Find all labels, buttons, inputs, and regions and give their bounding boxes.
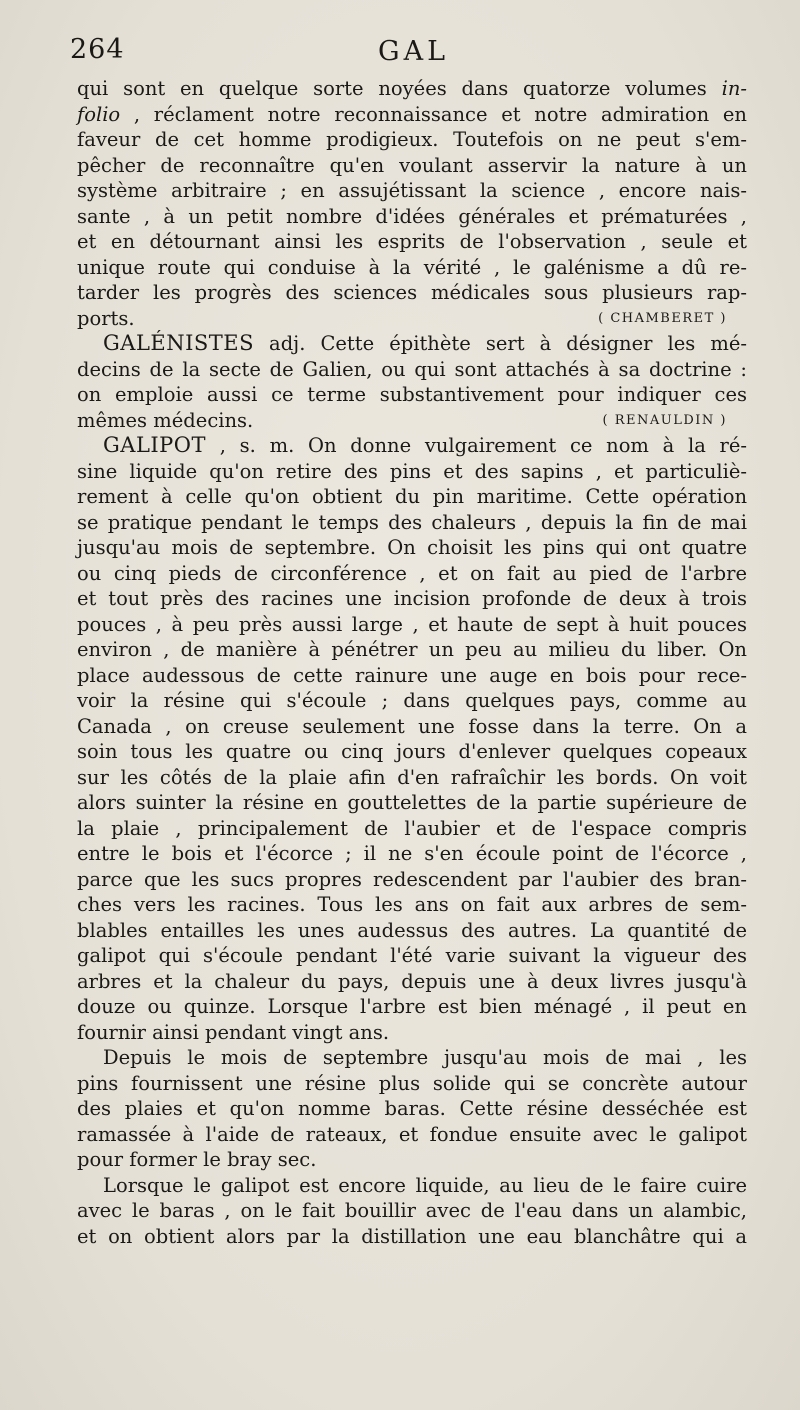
text-line: pour former le bray sec. — [77, 1148, 317, 1171]
text-line: unique route qui conduise à la vérité , le galénisme a dû re- — [77, 255, 747, 279]
text-line: système arbitraire ; en assujétissant la science , encore nais- — [77, 179, 747, 202]
text-line: sante , à un petit nombre d'idées générales et prématurées , — [77, 204, 747, 228]
text-line: avec le baras , on le fait bouillir avec de l'eau dans un alambic, — [77, 1199, 747, 1222]
text-line — [77, 331, 747, 357]
author-signature: ( CHAMBERET ) — [598, 310, 727, 326]
text-span: , s. m. On donne vulgairement ce nom à la ré- — [206, 434, 747, 457]
body-text — [77, 76, 747, 1249]
text-line: jusqu'au mois de septembre. On choisit les pins qui ont quatre — [77, 536, 747, 559]
text-line: des plaies et qu'on nomme baras. Cette résine desséchée est — [77, 1097, 747, 1120]
italic-text: folio — [77, 102, 121, 126]
text-line: ou cinq pieds de circonférence , et on fait au pied de l'arbre — [77, 561, 747, 585]
text-line: faveur de cet homme prodigieux. Toutefois on ne peut s'em- — [77, 128, 747, 151]
text-line: et on obtient alors par la distillation une eau blanchâtre qui a — [77, 1224, 747, 1248]
text-line: Canada , on creuse seulement une fosse dans la terre. On a — [77, 714, 747, 738]
text-line: galipot qui s'écoule pendant l'été varie suivant la vigueur des — [77, 944, 747, 967]
text-line: douze ou quinze. Lorsque l'arbre est bien ménagé , il peut en — [77, 995, 747, 1018]
text-line: et tout près des racines une incision profonde de deux à trois — [77, 587, 747, 610]
entry-galenistes — [77, 331, 747, 433]
text-line — [77, 306, 747, 332]
text-line: se pratique pendant le temps des chaleurs , depuis la fin de mai — [77, 510, 747, 534]
page-header — [70, 34, 750, 74]
text-line: alors suinter la résine en gouttelettes de la partie supérieure de — [77, 791, 747, 814]
text-line — [77, 76, 747, 102]
text-line: pins fournissent une résine plus solide qui se concrète autour — [77, 1071, 747, 1095]
entry-galipot — [77, 433, 747, 1249]
text-line — [77, 102, 747, 128]
text-line: parce que les sucs propres redescendent par l'aubier des bran- — [77, 867, 747, 891]
text-line — [77, 433, 747, 459]
text-line: rement à celle qu'on obtient du pin maritime. Cette opération — [77, 485, 747, 508]
text-line: ramassée à l'aide de rateaux, et fondue ensuite avec le galipot — [77, 1122, 747, 1146]
text-span: mêmes médecins. — [77, 408, 254, 432]
entry-galenisme-end — [77, 76, 747, 331]
text-line: Depuis le mois de septembre jusqu'au mois de mai , les — [103, 1046, 747, 1069]
text-line: blables entailles les unes audessus des autres. La quantité de — [77, 918, 747, 942]
text-line: sine liquide qu'on retire des pins et des sapins , et particuliè- — [77, 459, 747, 483]
text-line: entre le bois et l'écorce ; il ne s'en écoule point de l'écorce , — [77, 842, 747, 865]
text-span: ports. — [77, 306, 135, 330]
text-span: adj. Cette épithète sert à désigner les mé- — [254, 332, 747, 355]
page-number: 264 — [70, 34, 125, 65]
text-span: , réclament notre reconnaissance et notre admiration en — [120, 102, 747, 126]
text-line: arbres et la chaleur du pays, depuis une à deux livres jusqu'à — [77, 969, 747, 993]
text-line: la plaie , principalement de l'aubier et de l'espace compris — [77, 816, 747, 840]
text-line: on emploie aussi ce terme substantivement pour indiquer ces — [77, 383, 747, 406]
entry-term: GALÉNISTES — [103, 331, 254, 355]
text-line: environ , de manière à pénétrer un peu au milieu du liber. On — [77, 638, 747, 661]
text-line: decins de la secte de Galien, ou qui sont attachés à sa doctrine : — [77, 357, 747, 381]
text-line: place audessous de cette rainure une auge en bois pour rece- — [77, 663, 747, 687]
italic-text: in- — [721, 77, 747, 100]
author-signature: ( RENAULDIN ) — [602, 412, 727, 428]
text-line: soin tous les quatre ou cinq jours d'enlever quelques copeaux — [77, 740, 747, 763]
text-line: pêcher de reconnaître qu'en voulant asservir la nature à un — [77, 153, 747, 177]
text-line: voir la résine qui s'écoule ; dans quelques pays, comme au — [77, 689, 747, 712]
text-line: Lorsque le galipot est encore liquide, au lieu de le faire cuire — [103, 1173, 747, 1197]
text-line: sur les côtés de la plaie afin d'en rafraîchir les bords. On voit — [77, 765, 747, 789]
text-line: et en détournant ainsi les esprits de l'observation , seule et — [77, 230, 747, 253]
entry-term: GALIPOT — [103, 433, 207, 457]
text-line: fournir ainsi pendant vingt ans. — [77, 1020, 390, 1044]
text-line: tarder les progrès des sciences médicales sous plusieurs rap- — [77, 281, 747, 304]
text-line: ches vers les racines. Tous les ans on fait aux arbres de sem- — [77, 893, 747, 916]
text-line: pouces , à peu près aussi large , et haute de sept à huit pouces — [77, 612, 747, 636]
text-line — [77, 408, 747, 434]
running-head: GAL — [378, 36, 449, 67]
text-span: qui sont en quelque sorte noyées dans quatorze volumes — [77, 77, 722, 100]
